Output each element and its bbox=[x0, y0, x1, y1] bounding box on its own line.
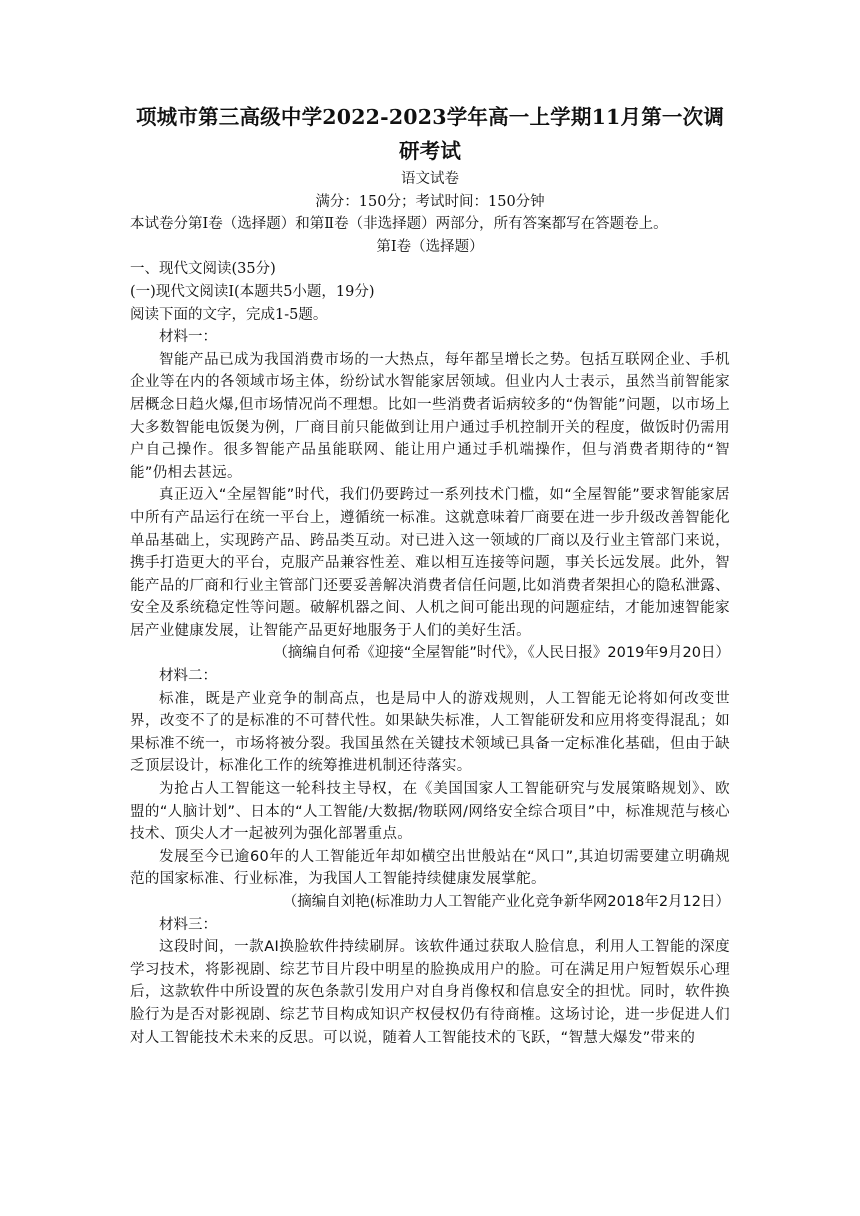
volume-heading: 第Ⅰ卷（选择题） bbox=[376, 238, 484, 255]
section-heading: 一、现代文阅读(35分) bbox=[130, 261, 276, 278]
material1-paragraph-1: 智能产品已成为我国消费市场的一大热点，每年都呈增长之势。包括互联网企业、手机企业等在内的各领域市场主体，纷纷试水智能家居领域。但业内人士表示，虽然当前智能家居概念日趋火爆,但市场情况尚不理想。比如一些消费者诟病较多的“伪智能”问题，以市场上大多数智能电饭煲为例，厂商目前只能做到让用户通过手机控制开关的程度，做饭时仍需用户自己操作。很多智能产品虽能联网、能让用户通过手机端操作，但与消费者期待的“智能”仍相去甚远。 bbox=[130, 351, 730, 481]
material2-paragraph-2: 为抢占人工智能这一轮科技主导权，在《美国国家人工智能研究与发展策略规划》、欧盟的“人脑计划”、日本的“人工智能/大数据/物联网/网络安全综合项目”中，标准规范与核心技术、顶尖人才一起被列为强化部署重点。 bbox=[130, 781, 730, 843]
material1-paragraph-2: 真正迈入“全屋智能”时代，我们仍要跨过一系列技术门槛，如“全屋智能”要求智能家居中所有产品运行在统一平台上，遵循统一标准。这就意味着厂商要在进一步升级改善智能化单品基础上，实现跨产品、跨品类互动。对已进入这一领域的厂商以及行业主管部门来说，携手打造更大的平台，克服产品兼容性差、难以相互连接等问题，事关长远发展。此外，智能产品的厂商和行业主管部门还要妥善解决消费者信任问题,比如消费者架担心的隐私泄露、安全及系统稳定性等问题。破解机器之间、人机之间可能出现的问题症结，才能加速智能家居产业健康发展，让智能产品更好地服务于人们的美好生活。 bbox=[130, 487, 730, 639]
score-time-line: 满分：150分；考试时间：150分钟 bbox=[315, 193, 545, 210]
material2-label: 材料二： bbox=[159, 668, 217, 685]
material2-paragraph-1: 标准，既是产业竞争的制高点，也是局中人的游戏规则，人工智能无论将如何改变世界，改变不了的是标准的不可替代性。如果缺失标准，人工智能研发和应用将变得混乱；如果标准不统一，市场将被分裂。我国虽然在关键技术领域已具备一定标准化基础，但由于缺乏顶层设计，标准化工作的统筹推进机制还待落实。 bbox=[130, 690, 730, 775]
subject-line: 语文试卷 bbox=[401, 171, 459, 187]
material2-paragraph-3: 发展至今已逾60年的人工智能近年却如横空出世般站在“风口”,其迫切需要建立明确规范的国家标准、行业标准，为我国人工智能持续健康发展掌舵。 bbox=[130, 848, 730, 888]
material3-label: 材料三： bbox=[159, 916, 217, 933]
exam-title: 项城市第三高级中学2022-2023学年高一上学期11月第一次调研考试 bbox=[135, 105, 725, 163]
material1-source: （摘编自何希《迎接“全屋智能”时代》，《人民日报》2019年9月20日） bbox=[273, 645, 730, 662]
page-content bbox=[130, 100, 730, 1049]
material2-source: （摘编自刘艳(标准助力人工智能产业化竞争新华网2018年2月12日） bbox=[282, 894, 730, 910]
reading-prompt: 阅读下面的文字，完成1-5题。 bbox=[130, 306, 328, 323]
sub-section-heading: (一)现代文阅读Ⅰ(本题共5小题，19分) bbox=[130, 283, 375, 300]
material3-paragraph-1: 这段时间，一款AI换脸软件持续刷屏。该软件通过获取人脸信息，利用人工智能的深度学习技术，将影视剧、综艺节目片段中明星的脸换成用户的脸。可在满足用户短暂娱乐心理后，这款软件中所设置的灰色条款引发用户对自身肖像权和信息安全的担忧。同时，软件换脸行为是否对影视剧、综艺节目构成知识产权侵权仍有待商榷。这场讨论，进一步促进人们对人工智能技术未来的反思。可以说，随着人工智能技术的飞跃，“智慧大爆发”带来的 bbox=[130, 939, 730, 1046]
instructions-line: 本试卷分第Ⅰ卷（选择题）和第Ⅱ卷（非选择题）两部分，所有答案都写在答题卷上。 bbox=[130, 216, 668, 233]
material1-label: 材料一： bbox=[159, 329, 217, 346]
